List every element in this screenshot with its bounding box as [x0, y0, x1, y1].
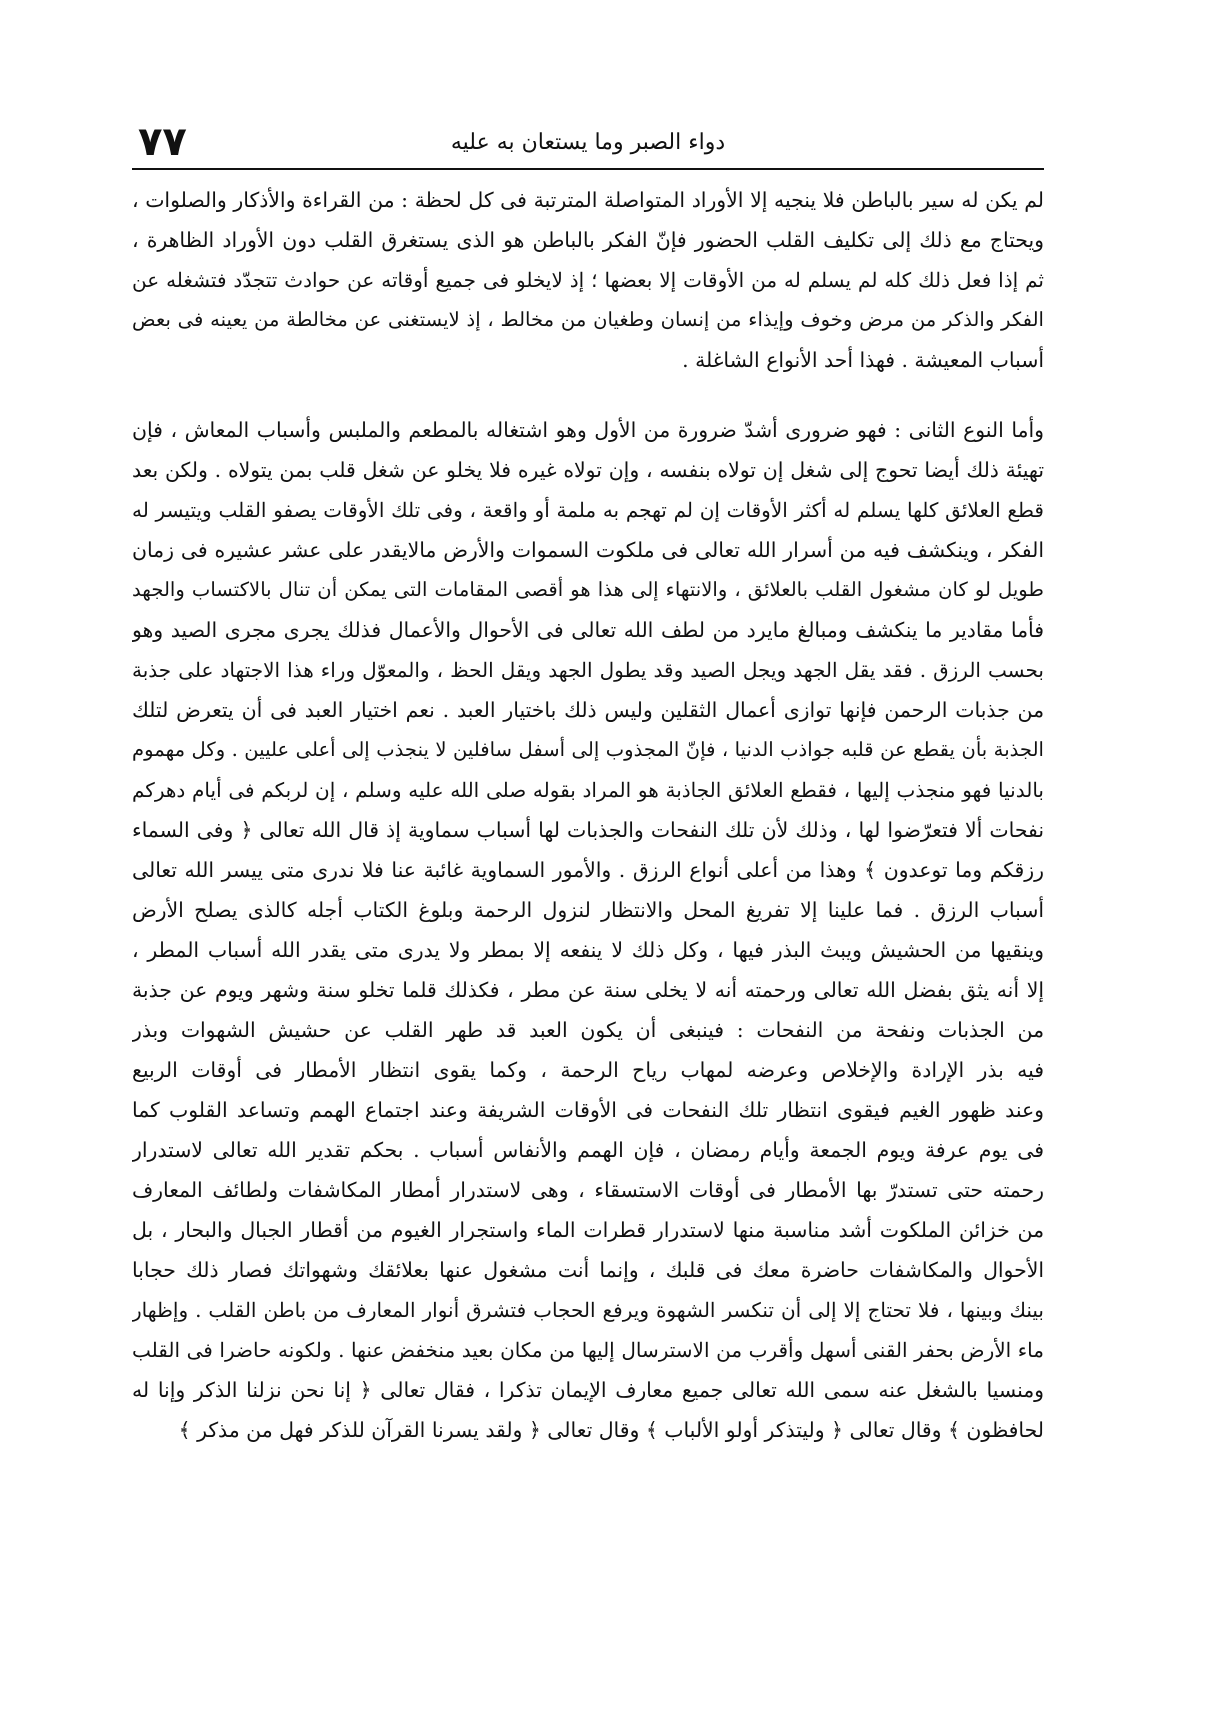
- text-line: بينك وبينها ، فلا تحتاج إلا إلى أن تنكسر الشهوة ويرفع الحجاب فتشرق أنوار المعارف من باطن القلب . وإظهار: [132, 1298, 1044, 1322]
- text-line: رزقكم وما توعدون ﴾ وهذا من أعلى أنواع الرزق . والأمور السماوية غائبة عنا فلا ندرى متى ييسر الله تعالى: [132, 858, 1044, 882]
- text-line: رحمته حتى تستدرّ بها الأمطار فى أوقات الاستسقاء ، وهى لاستدرار أمطار المكاشفات ولطائف المعارف: [132, 1178, 1044, 1202]
- text-line: وينقيها من الحشيش ويبث البذر فيها ، وكل ذلك لا ينفعه إلا بمطر ولا يدرى متى يقدر الله أسباب المطر ،: [132, 938, 1044, 962]
- running-title: دواء الصبر وما يستعان به عليه: [450, 130, 726, 155]
- text-line: أسباب الرزق . فما علينا إلا تفريغ المحل والانتظار لنزول الرحمة وبلوغ الكتاب أجله كالذى يصلح الأرض: [132, 898, 1044, 922]
- text-line: ويحتاج مع ذلك إلى تكليف القلب الحضور فإنّ الفكر بالباطن هو الذى يستغرق القلب دون الأوراد الظاهرة ،: [132, 228, 1044, 252]
- text-line: من جذبات الرحمن فإنها توازى أعمال الثقلين وليس ذلك باختيار العبد . نعم اختيار العبد فى أن يتعرض لتلك: [132, 698, 1044, 722]
- text-line: فيه بذر الإرادة والإخلاص وعرضه لمهاب رياح الرحمة ، وكما يقوى انتظار الأمطار فى أوقات الربيع: [132, 1058, 1044, 1082]
- text-line: ماء الأرض بحفر القنى أسهل وأقرب من الاسترسال إليها من مكان بعيد منخفض عنها . ولكونه حاضرا فى القلب: [132, 1338, 1044, 1362]
- page-header: [132, 119, 1044, 170]
- text-line: الفكر ، وينكشف فيه من أسرار الله تعالى فى ملكوت السموات والأرض مالايقدر على عشر عشيره فى زمان: [132, 538, 1044, 562]
- text-line: فأما مقادير ما ينكشف ومبالغ مايرد من لطف الله تعالى فى الأحوال والأعمال فذلك يجرى مجرى الصيد وهو: [132, 618, 1044, 642]
- paragraph-1: [132, 180, 1044, 380]
- text-line: فى يوم عرفة ويوم الجمعة وأيام رمضان ، فإن الهمم والأنفاس أسباب . بحكم تقدير الله تعالى لاستدرار: [132, 1138, 1044, 1162]
- text-line: تهيئة ذلك أيضا تحوج إلى شغل إن تولاه بنفسه ، وإن تولاه غيره فلا يخلو عن شغل قلب بمن يتولاه . ولكن بعد: [132, 458, 1044, 482]
- text-line: نفحات ألا فتعرّضوا لها ، وذلك لأن تلك النفحات والجذبات لها أسباب سماوية إذ قال الله تعالى ﴿ وفى السماء: [132, 818, 1044, 842]
- page-number: ٧٧: [138, 119, 187, 165]
- text-line: الأحوال والمكاشفات حاضرة معك فى قلبك ، وإنما أنت مشغول عنها بعلائقك وشهواتك فصار ذلك حجابا: [132, 1258, 1044, 1282]
- paragraph-2: [132, 410, 1044, 1450]
- text-line: قطع العلائق كلها يسلم له أكثر الأوقات إن لم تهجم به ملمة أو واقعة ، وفى تلك الأوقات يصفو القلب ويتيسر له: [132, 498, 1044, 522]
- text-line: بحسب الرزق . فقد يقل الجهد ويجل الصيد وقد يطول الجهد ويقل الحظ ، والمعوّل وراء هذا الاجتهاد على جذبة: [132, 658, 1044, 682]
- text-line: ومنسيا بالشغل عنه سمى الله تعالى جميع معارف الإيمان تذكرا ، فقال تعالى ﴿ إنا نحن نزلنا الذكر وإنا له: [132, 1378, 1044, 1402]
- text-line: بالدنيا فهو منجذب إليها ، فقطع العلائق الجاذبة هو المراد بقوله صلى الله عليه وسلم ، إن لربكم فى أيام دهركم: [132, 778, 1044, 802]
- text-line: ثم إذا فعل ذلك كله لم يسلم له من الأوقات إلا بعضها ؛ إذ لايخلو فى جميع أوقاته عن حوادث تتجدّد فتشغله عن: [132, 268, 1044, 292]
- text-line: لم يكن له سير بالباطن فلا ينجيه إلا الأوراد المتواصلة المترتبة فى كل لحظة : من القراءة والأذكار والصلوات ،: [132, 188, 1044, 212]
- text-line: الفكر والذكر من مرض وخوف وإيذاء من إنسان وطغيان من مخالط ، إذ لايستغنى عن مخالطة من يعينه فى بعض: [132, 308, 1044, 331]
- text-line: الجذبة بأن يقطع عن قلبه جواذب الدنيا ، فإنّ المجذوب إلى أسفل سافلين لا ينجذب إلى أعلى عليين . وكل مهموم: [132, 738, 1044, 761]
- text-line: لحافظون ﴾ وقال تعالى ﴿ وليتذكر أولو الألباب ﴾ وقال تعالى ﴿ ولقد يسرنا القرآن للذكر فهل من مذكر ﴾: [178, 1418, 1044, 1442]
- text-line: أسباب المعيشة . فهذا أحد الأنواع الشاغلة .: [682, 348, 1044, 372]
- text-line: إلا أنه يثق بفضل الله تعالى ورحمته أنه لا يخلى سنة عن مطر ، فكذلك قلما تخلو سنة وشهر ويوم عن جذبة: [132, 978, 1044, 1002]
- header-rule: [132, 168, 1044, 170]
- text-line: طويل لو كان مشغول القلب بالعلائق ، والانتهاء إلى هذا هو أقصى المقامات التى يمكن أن تنال بالاكتساب والجهد: [132, 578, 1044, 601]
- body-text: [132, 180, 1044, 1450]
- text-line: وأما النوع الثانى : فهو ضرورى أشدّ ضرورة من الأول وهو اشتغاله بالمطعم والملبس وأسباب المعاش ، فإن: [132, 418, 1044, 442]
- text-line: وعند ظهور الغيم فيقوى انتظار تلك النفحات فى الأوقات الشريفة وعند اجتماع الهمم وتساعد القلوب كما: [132, 1098, 1044, 1122]
- text-line: من الجذبات ونفحة من النفحات : فينبغى أن يكون العبد قد طهر القلب عن حشيش الشهوات وبذر: [132, 1018, 1044, 1042]
- text-line: من خزائن الملكوت أشد مناسبة منها لاستدرار قطرات الماء واستجرار الغيوم من أقطار الجبال والبحار ، بل: [132, 1218, 1044, 1242]
